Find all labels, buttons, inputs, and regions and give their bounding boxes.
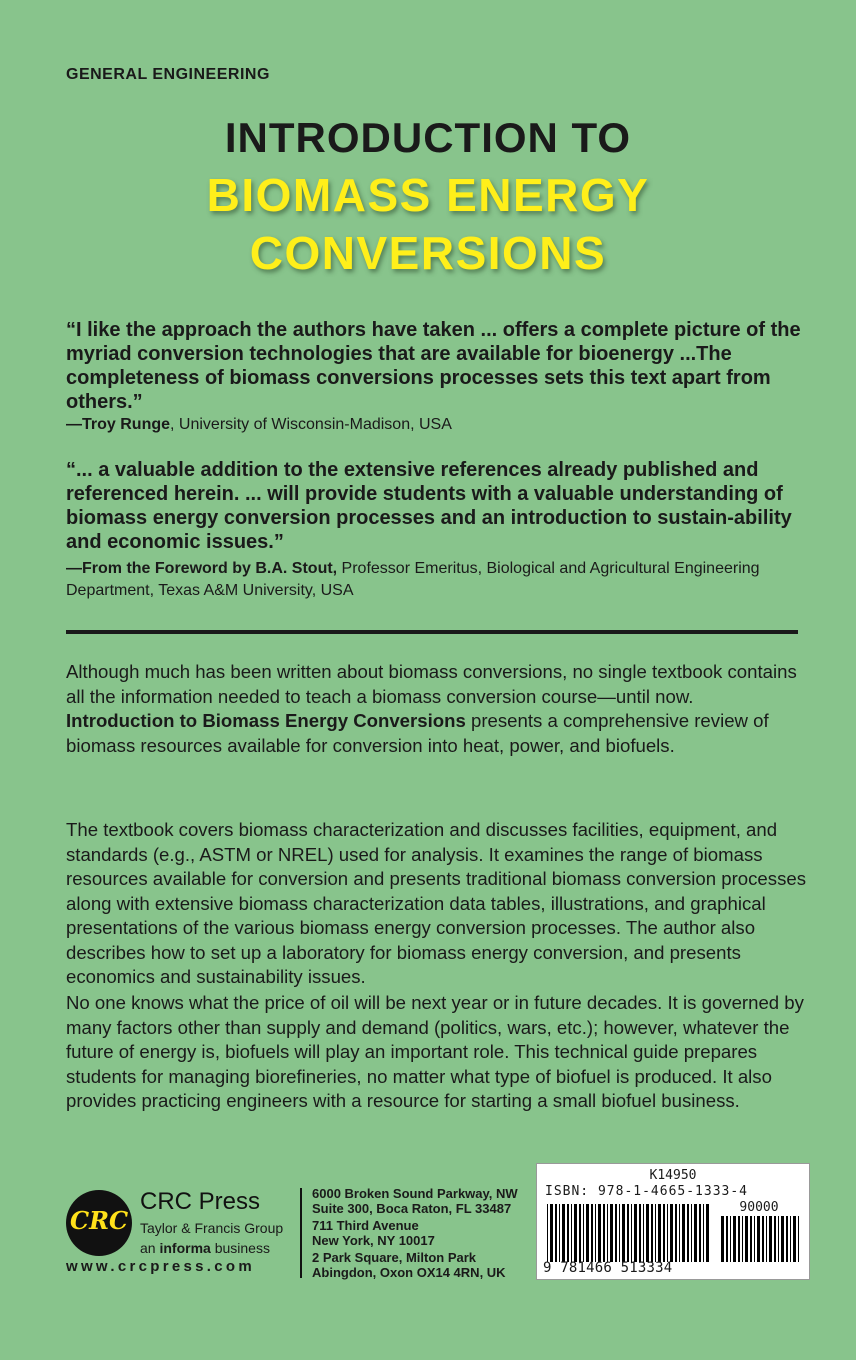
barcode-bar <box>703 1204 704 1262</box>
barcode-bar <box>798 1216 799 1262</box>
barcode-bar <box>555 1204 557 1262</box>
barcode-addon <box>721 1216 799 1262</box>
address-uk: 2 Park Square, Milton Park Abingdon, Oxon OX14 4RN, UK <box>312 1250 506 1280</box>
footer-divider <box>300 1188 302 1278</box>
barcode-bar <box>667 1204 668 1262</box>
crc-logo-text: CRC <box>70 1206 129 1235</box>
title-line-2: BIOMASS ENERGY <box>206 169 650 221</box>
barcode-bar <box>658 1204 661 1262</box>
foreword-attribution <box>66 558 806 602</box>
barcode-bar <box>670 1204 673 1262</box>
barcode-bar <box>583 1204 584 1262</box>
barcode-bar <box>730 1216 731 1262</box>
divider <box>66 630 798 634</box>
barcode-box <box>536 1163 810 1280</box>
barcode-bar <box>574 1204 577 1262</box>
barcode-bar <box>550 1204 553 1262</box>
barcode-bar <box>687 1204 689 1262</box>
barcode-bar <box>778 1216 779 1262</box>
price-code: 90000 <box>739 1200 779 1215</box>
barcode-bar <box>733 1216 736 1262</box>
barcode-bar <box>586 1204 589 1262</box>
foreword-quote: “... a valuable addition to the extensive references already published and referenced herein. ... will provide students with a valuable understanding of biomass energy conversion processes and an introduction to sustain-ability and economic issues.” <box>66 459 792 553</box>
barcode-bar <box>610 1204 613 1262</box>
barcode-bar <box>571 1204 572 1262</box>
foreword-author: —From the Foreword by B.A. Stout, <box>66 560 338 577</box>
review-quote: “I like the approach the authors have taken ... offers a complete picture of the myriad conversion technologies that are available for bioenergy ...The completeness of biomass conversions processes sets this text apart from others.” <box>66 319 801 413</box>
barcode-bar <box>655 1204 656 1262</box>
barcode-bar <box>762 1216 764 1262</box>
barcode-bar <box>774 1216 776 1262</box>
barcode-bar <box>615 1204 617 1262</box>
reviewer-affiliation: , University of Wisconsin-Madison, USA <box>170 416 452 433</box>
product-code: K14950 <box>649 1168 697 1183</box>
barcode-bar <box>754 1216 755 1262</box>
barcode-bar <box>766 1216 767 1262</box>
description-paragraph: The textbook covers biomass characterization and discusses facilities, equipment, and standards (e.g., ASTM or NREL) used for analysis. It examines the range of biomass resources available for conversion and presents traditional biomass conversion processes along with extensive biomass characterization data tables, illustrations, and graphical presentations of the various biomass energy conversion processes. The author also describes how to set up a laboratory for biomass energy conversion, and presents economics and sustainability issues. <box>66 819 807 987</box>
barcode-bar <box>634 1204 637 1262</box>
barcode-bar <box>579 1204 581 1262</box>
barcode-bar <box>651 1204 653 1262</box>
barcode-bar <box>750 1216 752 1262</box>
barcode-bar <box>781 1216 784 1262</box>
barcode-bar <box>663 1204 665 1262</box>
barcode-bar <box>595 1204 596 1262</box>
barcode-bar <box>742 1216 743 1262</box>
publisher-website[interactable]: www.crcpress.com <box>66 1258 255 1275</box>
barcode-bar <box>631 1204 632 1262</box>
barcode-bar <box>559 1204 560 1262</box>
description-paragraph: No one knows what the price of oil will be next year or in future decades. It is governed by many factors other than supply and demand (politics, wars, etc.); however, whatever the future of energy is, biofuels will play an important role. This technical guide prepares students for managing biorefineries, no matter what type of biofuel is produced. It also provides practicing engineers with a resource for starting a small biofuel business. <box>66 992 804 1111</box>
barcode-bar <box>745 1216 748 1262</box>
barcode-bar <box>646 1204 649 1262</box>
barcode-bar <box>790 1216 791 1262</box>
address-florida: 6000 Broken Sound Parkway, NW Suite 300, Boca Raton, FL 33487 <box>312 1186 518 1216</box>
desc-text: Although much has been written about biomass conversions, no single textbook contains all the information needed to teach a biomass conversion course—until now. <box>66 661 797 707</box>
barcode-bar <box>639 1204 641 1262</box>
title-line-1: INTRODUCTION TO <box>224 114 632 161</box>
barcode-bar <box>619 1204 620 1262</box>
barcode-bar <box>675 1204 677 1262</box>
barcode-bar <box>547 1204 548 1262</box>
barcode-bar <box>694 1204 697 1262</box>
barcode-bar <box>682 1204 685 1262</box>
barcode-bar <box>699 1204 701 1262</box>
barcode-bar <box>591 1204 593 1262</box>
barcode-bar <box>622 1204 625 1262</box>
barcode-bar <box>603 1204 605 1262</box>
barcode-bar <box>627 1204 629 1262</box>
barcode-bar <box>706 1204 709 1262</box>
review-attribution <box>66 414 806 436</box>
description-paragraph <box>66 660 806 758</box>
barcode-bar <box>691 1204 692 1262</box>
barcode-bar <box>562 1204 565 1262</box>
title-line-3: CONVERSIONS <box>249 227 607 279</box>
barcode-bar <box>726 1216 728 1262</box>
isbn: ISBN: 978-1-4665-1333-4 <box>545 1184 749 1199</box>
barcode-digits: 9 781466 513334 <box>543 1260 673 1276</box>
publisher-group: Taylor & Francis Group <box>140 1220 284 1236</box>
barcode-bar <box>721 1216 724 1262</box>
reviewer-name: —Troy Runge <box>66 416 171 433</box>
barcode-bar <box>598 1204 601 1262</box>
foreword-affiliation: Professor Emeritus, Biological and Agricultural Engineering Department, Texas A&M University, USA <box>66 560 760 599</box>
barcode-main <box>547 1204 709 1262</box>
barcode-bar <box>793 1216 796 1262</box>
publisher-name: CRC Press <box>140 1188 261 1215</box>
barcode-bar <box>679 1204 680 1262</box>
barcode-bar <box>643 1204 644 1262</box>
barcode-bar <box>757 1216 760 1262</box>
desc-text: presents a comprehensive review of biomass resources available for conversion into heat, power, and biofuels. <box>66 710 769 756</box>
address-new-york: 711 Third Avenue New York, NY 10017 <box>312 1218 435 1248</box>
barcode-bar <box>786 1216 788 1262</box>
barcode-bar <box>567 1204 569 1262</box>
category-label: GENERAL ENGINEERING <box>66 66 270 83</box>
informa-business: an informa business <box>140 1240 270 1256</box>
barcode-bar <box>769 1216 772 1262</box>
book-title-inline: Introduction to Biomass Energy Conversions <box>66 710 466 731</box>
barcode-bar <box>738 1216 740 1262</box>
barcode-bar <box>607 1204 608 1262</box>
